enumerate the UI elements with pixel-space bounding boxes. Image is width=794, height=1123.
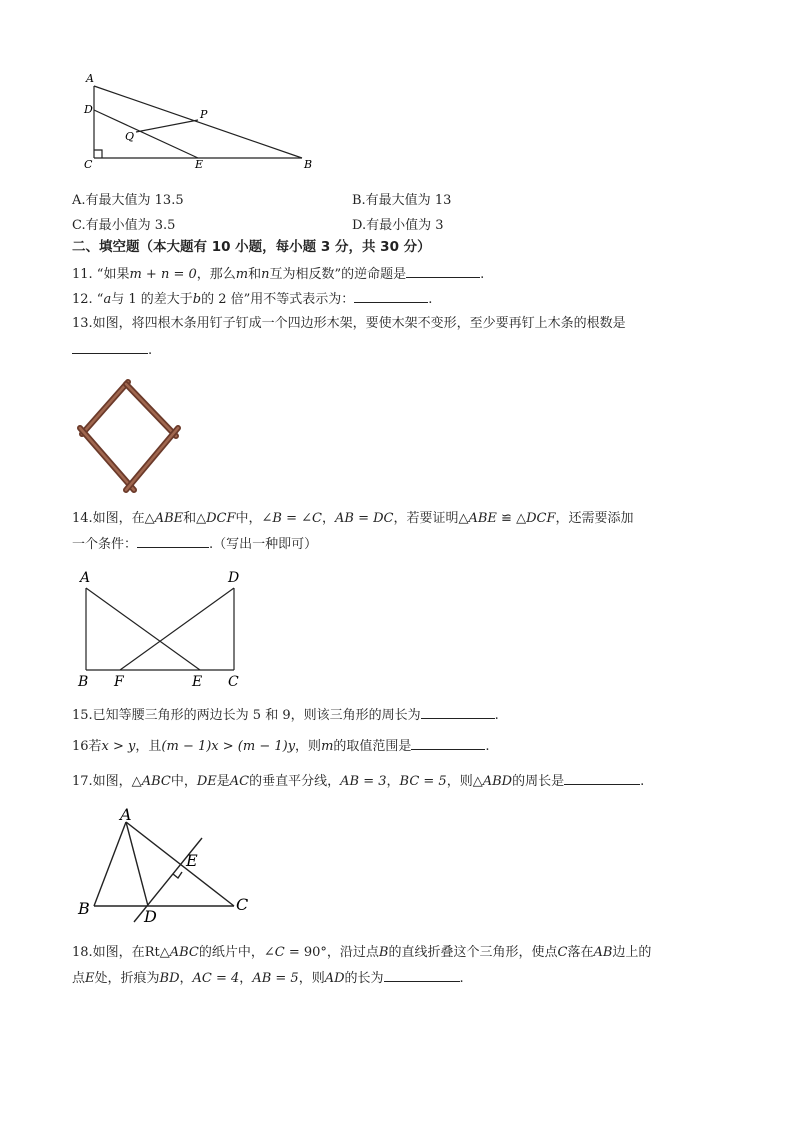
- q18-mid2: ，沿过点: [326, 945, 379, 960]
- q11-prefix: 11. “如果: [72, 267, 130, 282]
- label-d: D: [144, 907, 157, 926]
- label-d: D: [228, 570, 240, 586]
- q17-prefix: 17.如图，△: [72, 774, 142, 789]
- q16-prefix: 16若: [72, 739, 102, 754]
- section-title: 二、填空题（本大题有 10 小题，每小题 3 分，共 30 分）: [72, 239, 431, 255]
- q17-end: .: [640, 774, 645, 789]
- q14-seg: AB = DC: [335, 511, 394, 526]
- q18-c2: C: [557, 945, 568, 960]
- q11-suffix: 互为相反数”的逆命题是: [269, 267, 407, 282]
- q11-n: n: [261, 267, 270, 282]
- question-18-line2: [72, 969, 464, 988]
- question-14: [72, 510, 633, 528]
- q18-ab2: AB = 5: [252, 971, 299, 986]
- q14-cong: ≌ △: [496, 511, 527, 526]
- q16-mid2: ，则: [295, 739, 322, 754]
- q14-t3: ABE: [468, 511, 497, 526]
- option-a: A.有最大值为 13.5: [72, 193, 184, 208]
- q15-end: .: [494, 708, 499, 723]
- question-16: [72, 737, 490, 756]
- q18-line2-c: ，则: [298, 971, 325, 986]
- q14-t2: DCF: [206, 511, 236, 526]
- q14-mid2: ，若要证明△: [393, 511, 469, 526]
- q17-bc: BC = 5: [399, 774, 447, 789]
- q14-angc: C: [312, 511, 322, 526]
- label-b: B: [78, 674, 89, 690]
- q18-mid1: 的纸片中，∠: [198, 945, 275, 960]
- q14-line2-suffix: .（写出一种即可）: [209, 537, 318, 552]
- q18-b: B: [378, 945, 389, 960]
- q18-end: .: [459, 971, 464, 986]
- q17-mid1: 中，: [170, 774, 197, 789]
- q18-rt: Rt△: [144, 945, 170, 960]
- q11-mid: ，那么: [196, 267, 236, 282]
- q14-and: 和△: [183, 511, 207, 526]
- q16-mid: ，且: [135, 739, 162, 754]
- q17-mid4: ，则△: [446, 774, 483, 789]
- q18-abc: ABC: [169, 945, 199, 960]
- q16-suffix: 的取值范围是: [333, 739, 412, 754]
- question-11: [72, 265, 484, 284]
- q11-and: 和: [248, 267, 262, 282]
- q12-answer-blank[interactable]: [354, 290, 428, 303]
- q17-ab: AB = 3: [340, 774, 387, 789]
- q18-ab: AB: [593, 945, 613, 960]
- option-b: B.有最大值为 13: [352, 193, 452, 208]
- q12-suffix: 的 2 倍”用不等式表示为：: [201, 292, 355, 307]
- option-d: D.有最小值为 3: [352, 218, 444, 233]
- q18-line2-b: 处，折痕为: [94, 971, 160, 986]
- q15-text: 15.已知等腰三角形的两边长为 5 和 9，则该三角形的周长为: [72, 708, 421, 723]
- q18-prefix: 18.如图，在: [72, 945, 145, 960]
- question-13: 13.如图，将四根木条用钉子钉成一个四边形木架，要使木架不变形，至少要再钉上木条的根数是: [72, 316, 626, 331]
- label-d: D: [84, 103, 93, 116]
- q18-mid4: 落在: [567, 945, 594, 960]
- label-c: C: [236, 895, 249, 914]
- question-14-line2: [72, 535, 317, 554]
- q16-cond: x > y: [101, 739, 136, 754]
- q17-tri: ABC: [141, 774, 171, 789]
- label-a: A: [120, 805, 132, 824]
- figure-triangle-abc-pq: [78, 68, 328, 176]
- q16-end: .: [485, 739, 490, 754]
- q18-mid3: 的直线折叠这个三角形，使点: [388, 945, 558, 960]
- q12-prefix: 12. “: [72, 292, 104, 307]
- q11-formula: m + n = 0: [129, 267, 197, 282]
- q12-mid: 与 1 的差大于: [111, 292, 193, 307]
- q14-t4: DCF: [526, 511, 556, 526]
- q18-ad: AD: [324, 971, 345, 986]
- label-c: C: [84, 158, 93, 171]
- q14-line2-prefix: 一个条件：: [72, 537, 138, 552]
- figure-q14: [74, 566, 254, 692]
- label-a: A: [80, 570, 91, 586]
- q16-ineq: (m − 1)x > (m − 1)y: [161, 739, 296, 754]
- label-q: Q: [125, 130, 135, 143]
- q18-comma2: ，: [239, 971, 253, 986]
- q17-suffix: 的周长是: [512, 774, 565, 789]
- label-b: B: [304, 158, 313, 171]
- q18-answer-blank[interactable]: [384, 969, 460, 982]
- q18-comma1: ，: [179, 971, 193, 986]
- question-15: [72, 706, 499, 725]
- q18-suffix1: 边上的: [612, 945, 652, 960]
- q18-c: C: [274, 945, 285, 960]
- q17-mid3: 的垂直平分线，: [249, 774, 341, 789]
- q14-angb: B: [272, 511, 282, 526]
- label-f: F: [114, 674, 124, 690]
- q17-mid2: 是: [216, 774, 230, 789]
- q13-answer-blank[interactable]: [72, 341, 148, 354]
- q12-a: a: [103, 292, 112, 307]
- q18-ac: AC = 4: [192, 971, 240, 986]
- label-p: P: [200, 108, 208, 121]
- option-c: C.有最小值为 3.5: [72, 218, 176, 233]
- label-e: E: [186, 851, 198, 870]
- label-b: B: [78, 899, 90, 918]
- q17-de: DE: [196, 774, 217, 789]
- question-18: [72, 944, 651, 962]
- q18-line2-d: 的长为: [344, 971, 384, 986]
- q18-angle: = 90°: [284, 945, 327, 960]
- q14-answer-blank[interactable]: [137, 535, 209, 548]
- q12-end: .: [428, 292, 433, 307]
- q14-suffix: ，还需要添加: [555, 511, 634, 526]
- question-12: [72, 290, 432, 309]
- question-13-line2: [72, 341, 152, 360]
- figure-q17: [72, 804, 262, 926]
- q11-end: .: [480, 267, 485, 282]
- label-a: A: [86, 72, 94, 85]
- q16-m: m: [321, 739, 334, 754]
- q12-b: b: [192, 292, 202, 307]
- q18-line2-a: 点: [72, 971, 86, 986]
- q11-answer-blank[interactable]: [406, 265, 480, 278]
- q14-prefix: 14.如图，在△: [72, 511, 155, 526]
- q17-ac: AC: [229, 774, 250, 789]
- label-e: E: [195, 158, 204, 171]
- q14-eq: = ∠: [281, 511, 313, 526]
- q14-t1: ABE: [154, 511, 184, 526]
- q18-e: E: [85, 971, 95, 986]
- q14-comma: ，: [322, 511, 336, 526]
- label-c: C: [228, 674, 239, 690]
- q16-answer-blank[interactable]: [411, 737, 485, 750]
- label-e: E: [192, 674, 203, 690]
- figure-wooden-frame: [76, 378, 186, 496]
- q17-answer-blank[interactable]: [564, 772, 640, 785]
- q15-answer-blank[interactable]: [421, 706, 495, 719]
- q17-comma: ，: [386, 774, 400, 789]
- q13-end: .: [148, 343, 153, 358]
- q18-bd: BD: [159, 971, 180, 986]
- q14-mid1: 中，∠: [235, 511, 273, 526]
- q11-m: m: [235, 267, 249, 282]
- q17-abd: ABD: [482, 774, 513, 789]
- question-17: [72, 772, 644, 791]
